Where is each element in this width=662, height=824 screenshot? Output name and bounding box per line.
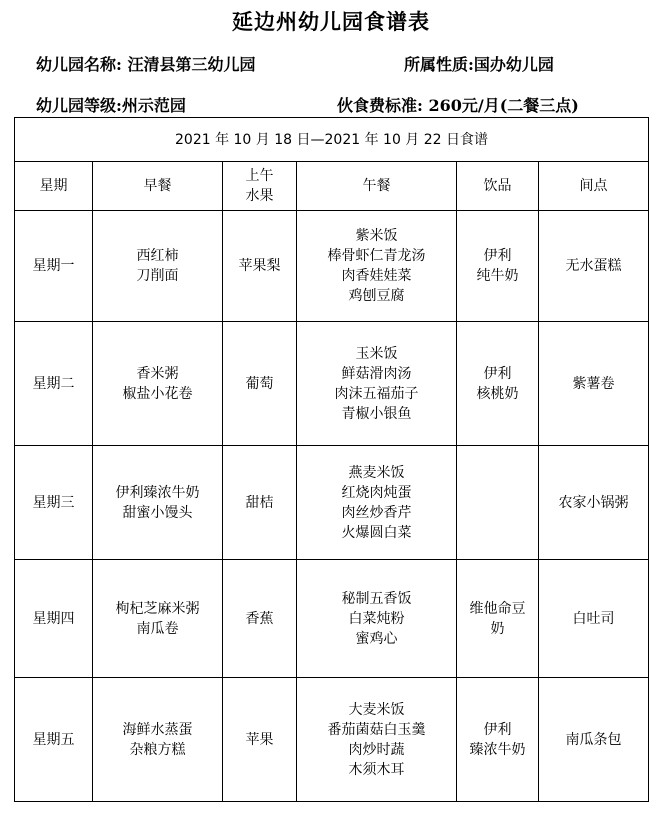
menu-table — [14, 117, 649, 802]
table-row — [15, 211, 649, 322]
breakfast-cell-line: 杂粮方糕 — [129, 741, 186, 758]
breakfast-cell-line: 香米粥 — [136, 365, 179, 382]
lunch-cell-line: 鲜菇滑肉汤 — [341, 365, 412, 382]
breakfast-cell — [93, 678, 223, 802]
drink-cell — [457, 560, 539, 678]
header-day: 星期 — [15, 162, 93, 211]
lunch-cell-line: 火爆圆白菜 — [341, 524, 412, 541]
breakfast-cell-line: 南瓜卷 — [136, 620, 179, 637]
header-fruit — [223, 162, 297, 211]
lunch-cell-line: 白菜炖粉 — [348, 610, 405, 627]
lunch-cell-line: 鸡刨豆腐 — [348, 288, 405, 304]
fruit-cell: 葡萄 — [223, 322, 297, 446]
breakfast-cell-line: 枸杞芝麻米粥 — [115, 600, 200, 617]
lunch-cell-line: 蜜鸡心 — [355, 630, 398, 647]
drink-cell-line: 臻浓牛奶 — [469, 741, 526, 758]
breakfast-cell — [93, 446, 223, 560]
drink-cell-line: 纯牛奶 — [476, 268, 519, 284]
lunch-cell-line: 木须木耳 — [348, 761, 405, 778]
drink-cell-line: 维他命豆 — [469, 600, 526, 617]
drink-cell — [457, 678, 539, 802]
breakfast-cell-line: 西红柿 — [136, 248, 179, 264]
fruit-cell: 甜桔 — [223, 446, 297, 560]
kindergarten-type: 所属性质:国办幼儿园 — [404, 55, 554, 74]
kindergarten-name: 幼儿园名称: 汪清县第三幼儿园 — [36, 55, 256, 74]
table-row — [15, 322, 649, 446]
breakfast-cell-line: 椒盐小花卷 — [122, 385, 193, 402]
drink-cell — [457, 322, 539, 446]
header-breakfast: 早餐 — [93, 162, 223, 211]
lunch-cell — [297, 446, 457, 560]
drink-cell-line: 伊利 — [483, 365, 512, 382]
header-snack: 间点 — [539, 162, 649, 211]
menu-rows — [15, 211, 649, 802]
lunch-cell — [297, 211, 457, 322]
drink-cell-line: 核桃奶 — [476, 385, 519, 402]
header-row — [15, 162, 649, 211]
lunch-cell — [297, 678, 457, 802]
snack-cell: 白吐司 — [539, 560, 649, 678]
table-row — [15, 678, 649, 802]
table-row — [15, 446, 649, 560]
fruit-cell: 苹果梨 — [223, 211, 297, 322]
fruit-cell: 香蕉 — [223, 560, 297, 678]
lunch-cell-line: 番茄菌菇白玉羹 — [327, 721, 426, 738]
lunch-cell-line: 肉沫五福茄子 — [334, 385, 419, 402]
menu-date-caption: 2021 年 10 月 18 日—2021 年 10 月 22 日食谱 — [15, 118, 649, 162]
lunch-cell-line: 肉炒时蔬 — [348, 741, 405, 758]
breakfast-cell-line: 海鲜水蒸蛋 — [122, 721, 193, 738]
header-fruit-line2: 水果 — [245, 188, 274, 204]
breakfast-cell-line: 甜蜜小馒头 — [122, 504, 193, 521]
day-cell: 星期一 — [15, 211, 93, 322]
drink-cell — [457, 446, 539, 560]
lunch-cell-line: 肉香娃娃菜 — [341, 268, 412, 284]
meal-fee-standard: 伙食费标准: 260元/月(二餐三点) — [337, 96, 579, 115]
lunch-cell — [297, 322, 457, 446]
breakfast-cell — [93, 322, 223, 446]
page-title: 延边州幼儿园食谱表 — [232, 9, 430, 34]
breakfast-cell-line: 伊利臻浓牛奶 — [115, 484, 200, 501]
header-fruit-line1: 上午 — [245, 168, 274, 184]
lunch-cell-line: 青椒小银鱼 — [341, 405, 412, 422]
drink-cell-line: 伊利 — [483, 248, 512, 264]
lunch-cell — [297, 560, 457, 678]
breakfast-cell-line: 刀削面 — [136, 268, 179, 284]
lunch-cell-line: 大麦米饭 — [348, 701, 405, 718]
day-cell: 星期三 — [15, 446, 93, 560]
day-cell: 星期四 — [15, 560, 93, 678]
lunch-cell-line: 紫米饭 — [355, 228, 398, 244]
lunch-cell-line: 燕麦米饭 — [348, 464, 405, 481]
lunch-cell-line: 肉丝炒香芹 — [341, 504, 412, 521]
snack-cell: 紫薯卷 — [539, 322, 649, 446]
breakfast-cell — [93, 211, 223, 322]
snack-cell: 无水蛋糕 — [539, 211, 649, 322]
table-row — [15, 560, 649, 678]
snack-cell: 农家小锅粥 — [539, 446, 649, 560]
drink-cell-line: 伊利 — [483, 721, 512, 738]
day-cell: 星期五 — [15, 678, 93, 802]
header-lunch: 午餐 — [297, 162, 457, 211]
drink-cell — [457, 211, 539, 322]
lunch-cell-line: 红烧肉炖蛋 — [341, 484, 412, 501]
lunch-cell-line: 棒骨虾仁青龙汤 — [327, 248, 426, 264]
day-cell: 星期二 — [15, 322, 93, 446]
header-drink: 饮品 — [457, 162, 539, 211]
breakfast-cell — [93, 560, 223, 678]
snack-cell: 南瓜条包 — [539, 678, 649, 802]
drink-cell-line: 奶 — [490, 620, 505, 637]
fruit-cell: 苹果 — [223, 678, 297, 802]
kindergarten-level: 幼儿园等级:州示范园 — [36, 96, 186, 115]
lunch-cell-line: 秘制五香饭 — [341, 590, 412, 607]
lunch-cell-line: 玉米饭 — [355, 345, 398, 362]
